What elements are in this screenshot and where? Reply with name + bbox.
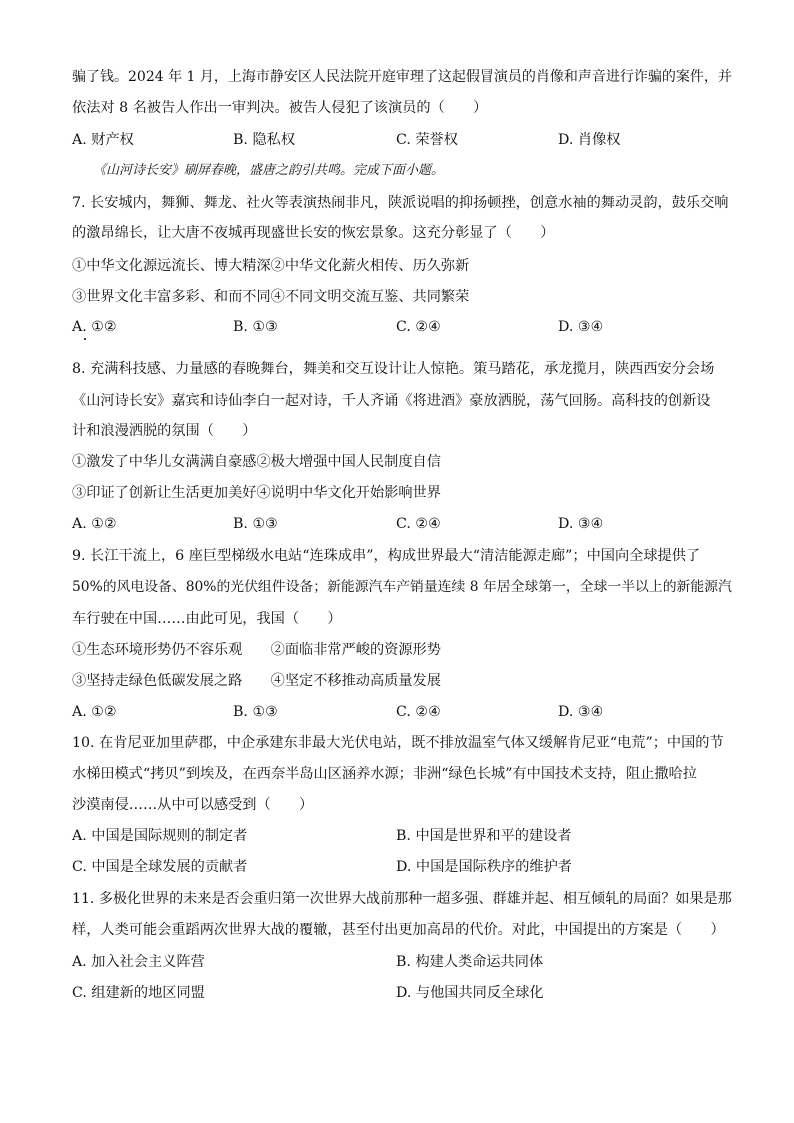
- q8-stem-line-1: 8. 充满科技感、力量感的春晚舞台，舞美和交互设计让人惊艳。策马踏花，承龙揽月，陕西西安分会场: [72, 361, 715, 377]
- q7-choice-line-1: ①中华文化源远流长、博大精深②中华文化薪火相传、历久弥新: [72, 258, 470, 274]
- q11-option-b: B. 构建人类命运共同体: [396, 954, 544, 970]
- q8-option-d: D. ③④: [558, 516, 604, 532]
- q7-stem-line-1: 7. 长安城内，舞狮、舞龙、社火等表演热闹非凡，陕派说唱的抑扬顿挫，创意水袖的舞动灵韵，鼓乐交响: [72, 195, 729, 211]
- q6-option-d: D. 肖像权: [558, 132, 621, 148]
- q9-stem-line-2: 50%的风电设备、80%的光伏组件设备；新能源汽车产销量连续 8 年居全球第一，全球一半以上的新能源汽: [72, 579, 732, 595]
- q9-option-a: A. ①②: [72, 704, 117, 720]
- q10-option-c: C. 中国是全球发展的贡献者: [72, 859, 248, 875]
- q7-option-b: B. ①③: [233, 319, 278, 335]
- stray-dot-mark: [84, 338, 86, 340]
- q10-stem-line-2: 水梯田模式“拷贝”到埃及，在西奈半岛山区涵养水源；非洲“绿色长城”有中国技术支持，阻止撒哈拉: [72, 766, 697, 782]
- q9-option-d: D. ③④: [558, 704, 604, 720]
- q6-stem-line-2: 依法对 8 名被告人作出一审判决。被告人侵犯了该演员的（ ）: [72, 100, 488, 116]
- q8-stem-line-3: 计和浪漫洒脱的氛围（ ）: [72, 423, 257, 439]
- q10-option-b: B. 中国是世界和平的建设者: [396, 828, 572, 844]
- q6-stem-line-1: 骗了钱。2024 年 1 月，上海市静安区人民法院开庭审理了这起假冒演员的肖像和声音进行诈骗的案件，并: [72, 69, 732, 85]
- q10-stem-line-3: 沙漠南侵……从中可以感受到（ ）: [72, 797, 314, 813]
- q7-choice-line-2: ③世界文化丰富多彩、和而不同④不同文明交流互鉴、共同繁荣: [72, 289, 470, 305]
- q6-option-b: B. 隐私权: [233, 132, 296, 148]
- q11-stem-line-1: 11. 多极化世界的未来是否会重归第一次世界大战前那种一超多强、群雄并起、相互倾轧的局面？如果是那: [72, 891, 732, 907]
- q8-stem-line-2: 《山河诗长安》嘉宾和诗仙李白一起对诗，千人齐诵《将进酒》豪放洒脱，荡气回肠。高科技的创新设: [72, 393, 711, 409]
- q8-choice-line-1: ①激发了中华儿女满满自豪感②极大增强中国人民制度自信: [72, 454, 441, 470]
- q11-stem-line-2: 样，人类可能会重蹈两次世界大战的覆辙，甚至付出更加高昂的代价。对此，中国提出的方案是（ ）: [72, 922, 725, 938]
- q6-option-c: C. 荣誉权: [396, 132, 458, 148]
- q6-option-a: A. 财产权: [72, 132, 134, 148]
- q10-stem-line-1: 10. 在肯尼亚加里萨郡，中企承建东非最大光伏电站，既不排放温室气体又缓解肯尼亚“电荒”；中国的节: [72, 735, 724, 751]
- q9-choice-line-1: ①生态环境形势仍不容乐观 ②面临非常严峻的资源形势: [72, 642, 441, 658]
- q10-option-a: A. 中国是国际规则的制定者: [72, 828, 248, 844]
- q7-option-a: A. ①②: [72, 319, 117, 335]
- q7-option-d: D. ③④: [558, 319, 604, 335]
- q8-option-b: B. ①③: [233, 516, 278, 532]
- q8-choice-line-2: ③印证了创新让生活更加美好④说明中华文化开始影响世界: [72, 485, 441, 501]
- q9-choice-line-2: ③坚持走绿色低碳发展之路 ④坚定不移推动高质量发展: [72, 673, 441, 689]
- q7-option-c: C. ②④: [396, 319, 441, 335]
- q11-option-c: C. 组建新的地区同盟: [72, 985, 205, 1001]
- q9-stem-line-3: 车行驶在中国……由此可见，我国（ ）: [72, 611, 342, 627]
- q9-stem-line-1: 9. 长江干流上，6 座巨型梯级水电站“连珠成串”，构成世界最大“清洁能源走廊”；中国向全球提供了: [72, 548, 701, 564]
- q11-option-a: A. 加入社会主义阵营: [72, 954, 205, 970]
- q10-option-d: D. 中国是国际秩序的维护者: [396, 859, 572, 875]
- q7-stem-line-2: 的激昂绵长，让大唐不夜城再现盛世长安的恢宏景象。这充分彰显了（ ）: [72, 225, 555, 241]
- q8-option-c: C. ②④: [396, 516, 441, 532]
- q9-option-b: B. ①③: [233, 704, 278, 720]
- passage-intro: 《山河诗长安》刷屏春晚，盛唐之韵引共鸣。完成下面小题。: [93, 163, 445, 178]
- q11-option-d: D. 与他国共同反全球化: [396, 985, 544, 1001]
- q9-option-c: C. ②④: [396, 704, 441, 720]
- q8-option-a: A. ①②: [72, 516, 117, 532]
